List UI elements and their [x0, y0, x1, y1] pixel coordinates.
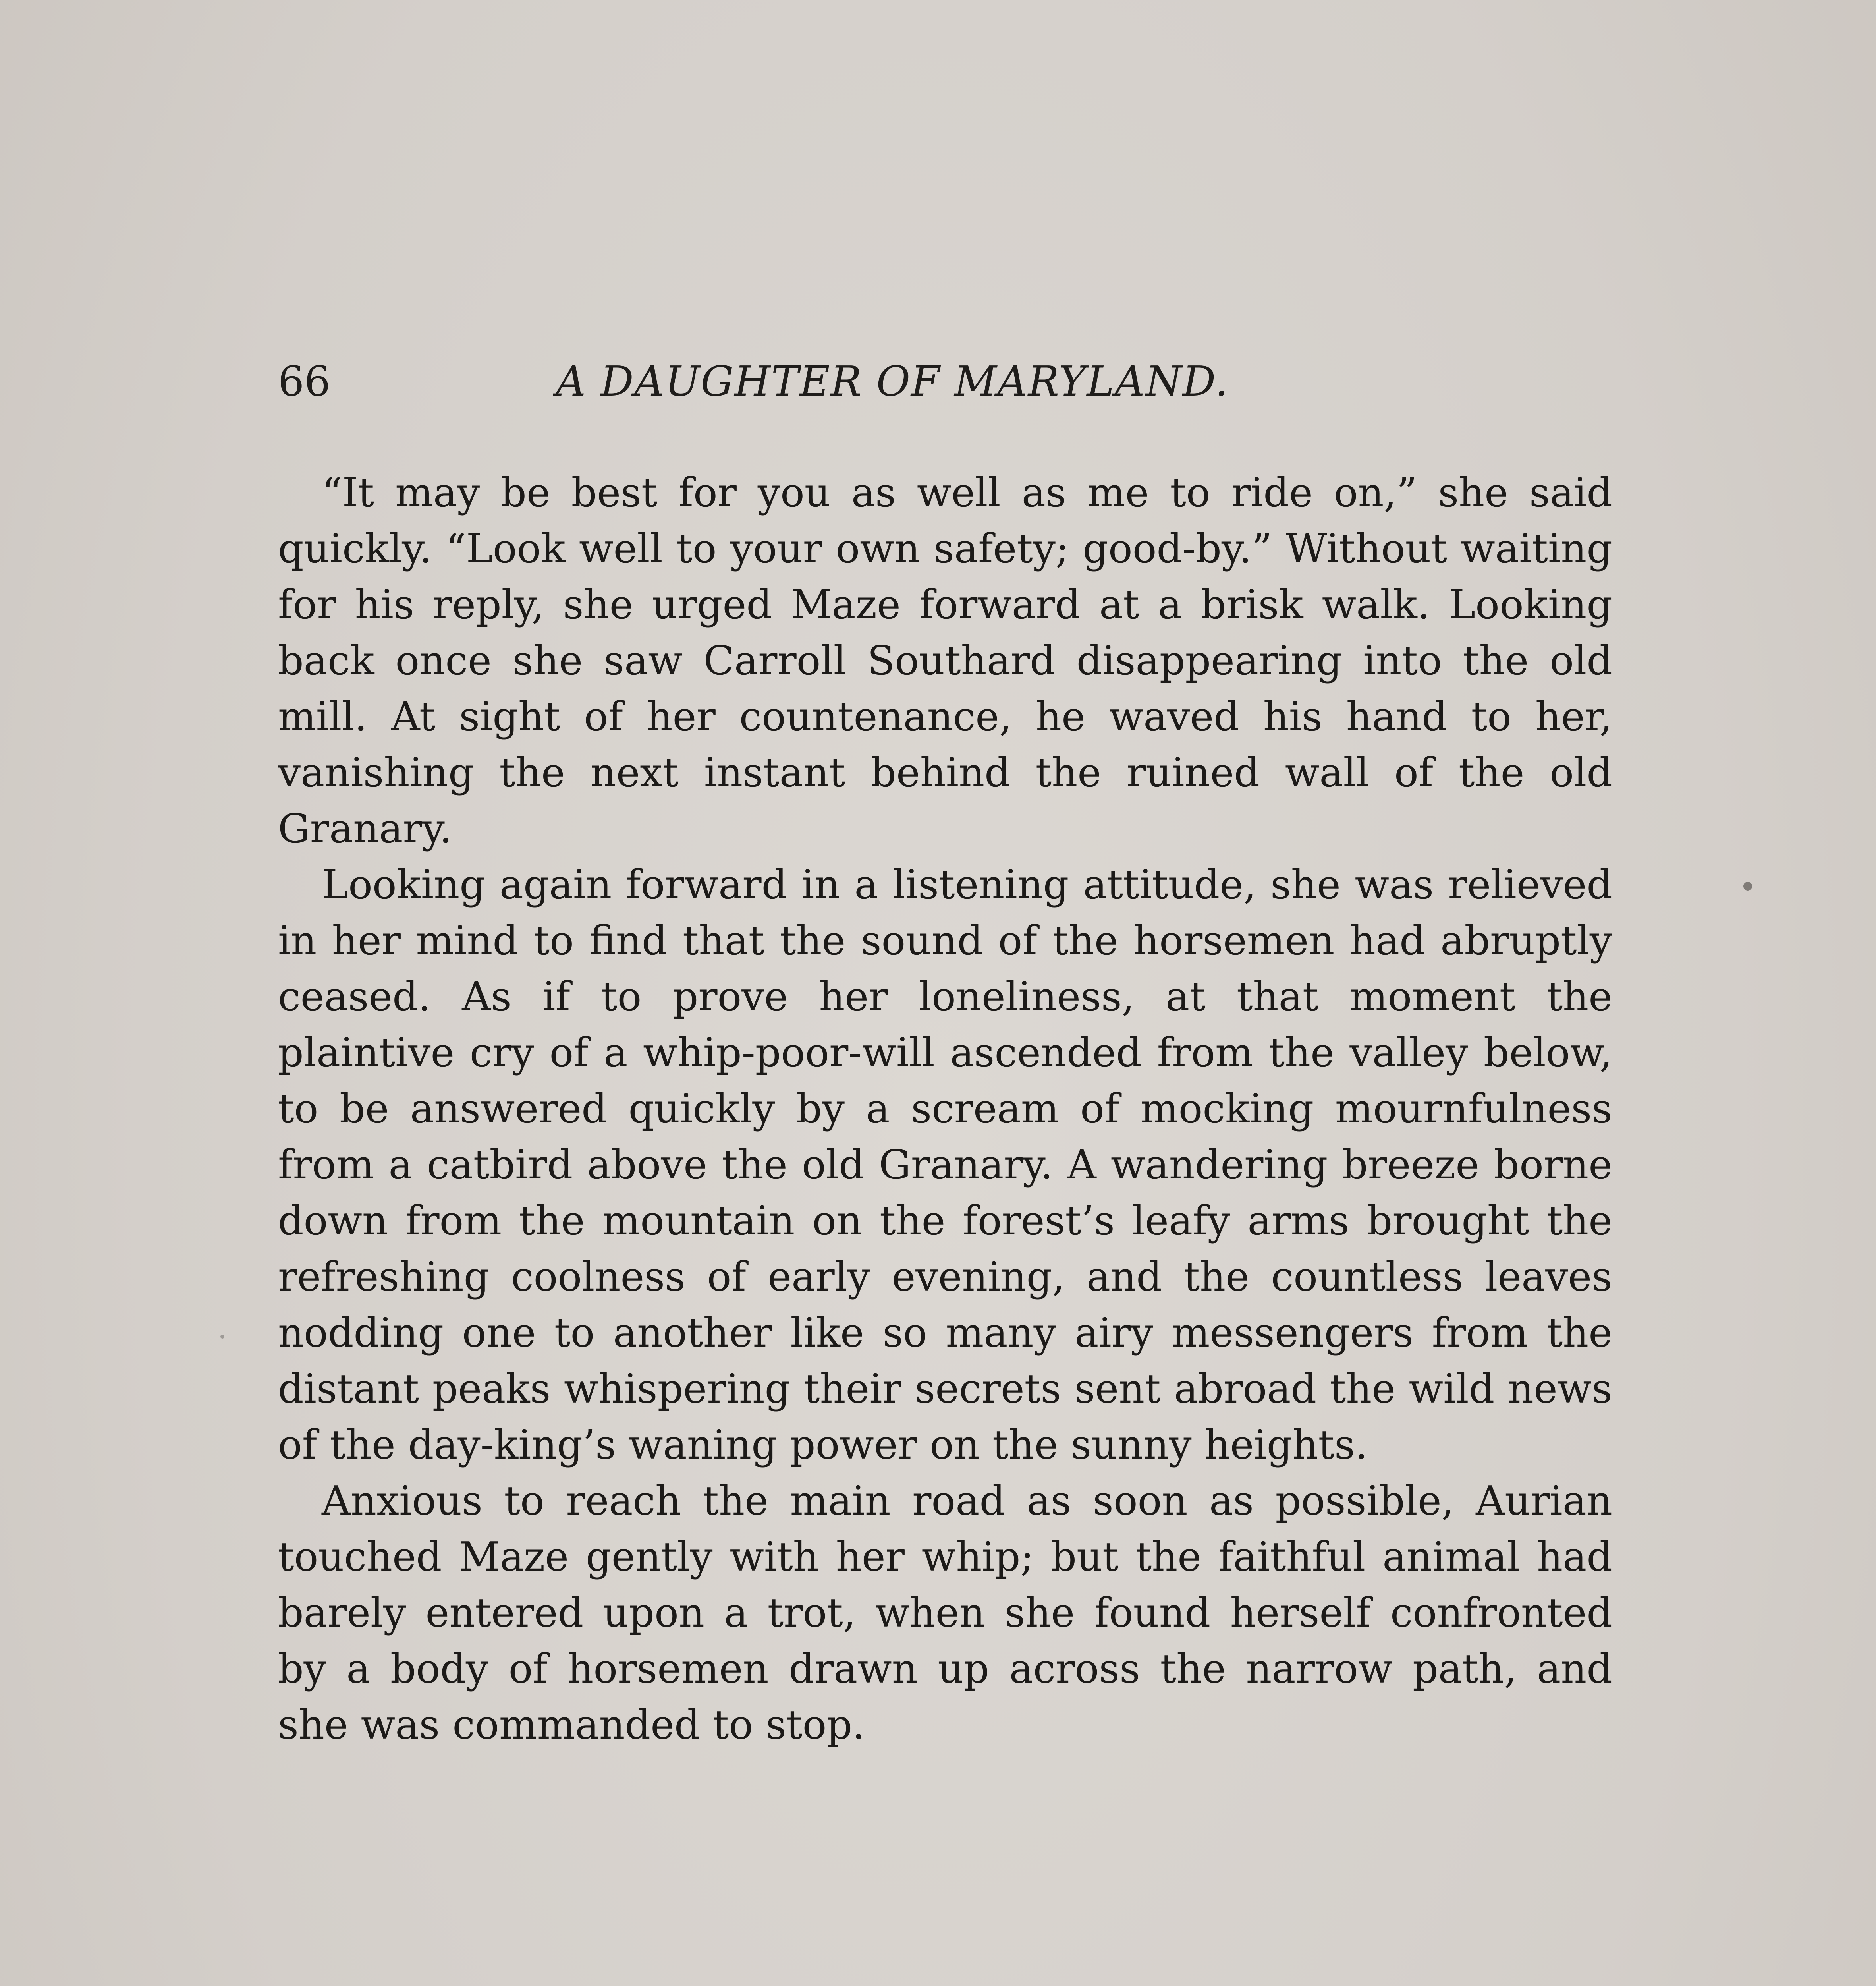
paper-speck	[220, 1335, 224, 1339]
page-number: 66	[278, 357, 331, 406]
book-title: A DAUGHTER OF MARYLAND.	[556, 357, 1229, 406]
paragraph-2: Looking again forward in a listening attitude, she was relieved in her mind to find that the sound of the horsemen had abruptly ceased. As if to prove her loneliness, at that moment the plaintive cry of a whip-poor-will ascended from the valley below, to be answered quickly by a scream of mocking mournfulness from a catbird above the old Granary. A wandering breeze borne down from the mountain on the forest’s leafy arms brought the refreshing coolness of early evening, and the countless leaves nodding one to another like so many airy messengers from the distant peaks whispering their secrets sent abroad the wild news of the day-king’s waning power on the sunny heights.	[278, 861, 1612, 1468]
body-text	[278, 465, 1612, 1753]
paper-speck	[1743, 882, 1752, 891]
paragraph-1: “It may be best for you as well as me to ride on,” she said quickly. “Look well to your own safety; good-by.” Without waiting for his reply, she urged Maze forward at a brisk walk. Looking back once she saw Carroll Southard disappearing into the old mill. At sight of her countenance, he waved his hand to her, vanishing the next instant behind the ruined wall of the old Granary.	[278, 469, 1612, 852]
running-head	[278, 350, 1616, 413]
paragraph-3: Anxious to reach the main road as soon as possible, Aurian touched Maze gently with her whip; but the faithful animal had barely entered upon a trot, when she found herself confronted by a body of horsemen drawn up across the narrow path, and she was commanded to stop.	[278, 1477, 1612, 1748]
